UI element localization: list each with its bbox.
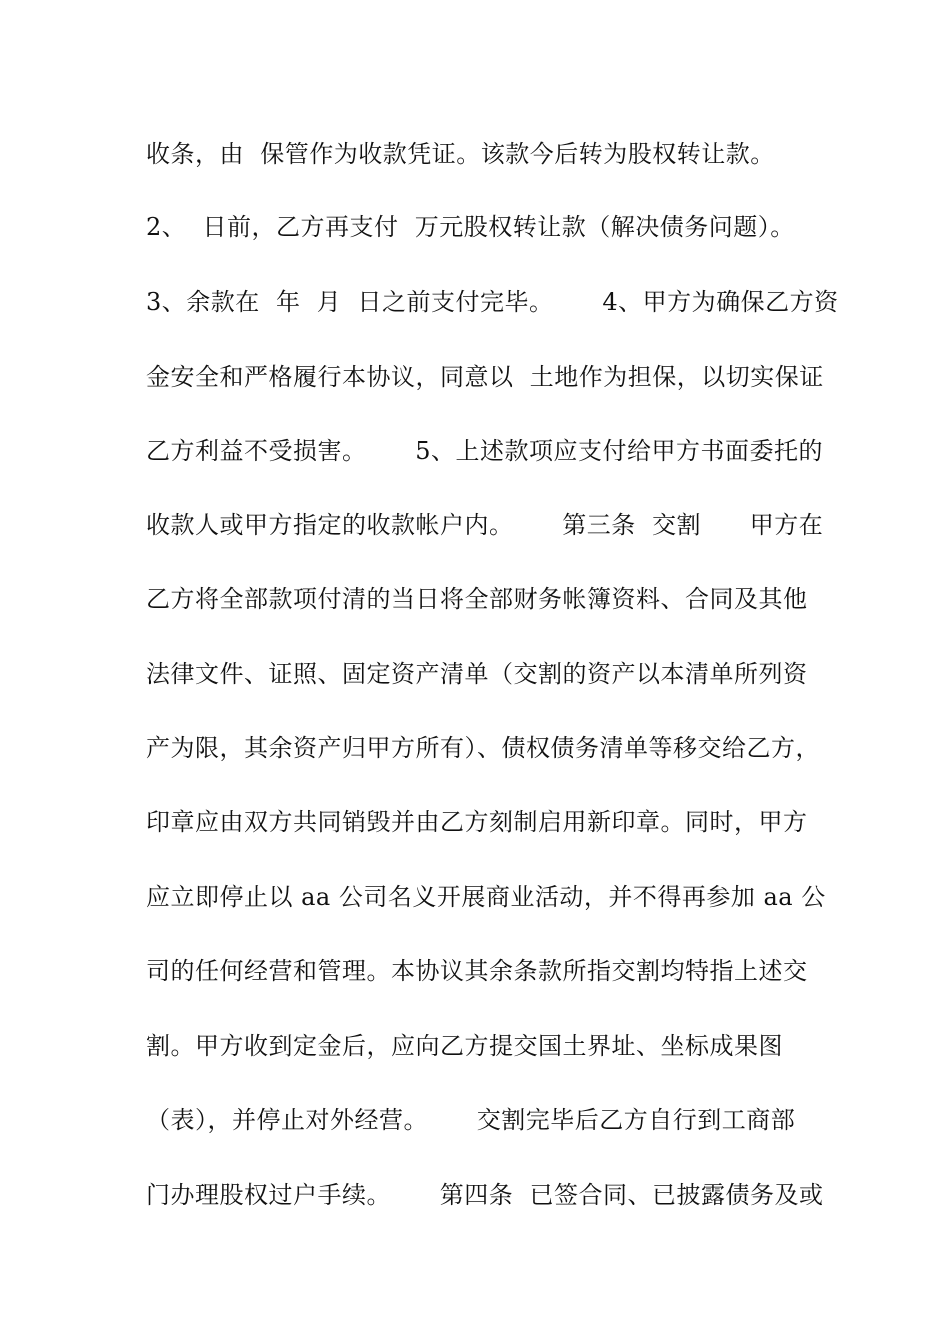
text-line: 司的任何经营和管理。本协议其余条款所指交割均特指上述交 [146,957,808,985]
text-line: 应立即停止以 aa 公司名义开展商业活动，并不得再参加 aa 公 [146,883,826,911]
text-line: 乙方将全部款项付清的当日将全部财务帐簿资料、合同及其他 [146,585,808,613]
text-line: （表），并停止对外经营。 交割完毕后乙方自行到工商部 [146,1106,796,1134]
text-line: 乙方利益不受损害。 5、上述款项应支付给甲方书面委托的 [146,437,824,465]
text-line: 印章应由双方共同销毁并由乙方刻制启用新印章。同时，甲方 [146,808,808,836]
text-line: 2、 日前，乙方再支付 万元股权转让款（解决债务问题）。 [146,213,795,241]
text-line: 收款人或甲方指定的收款帐户内。 第三条 交割 甲方在 [146,511,824,539]
text-line: 收条，由 保管作为收款凭证。该款今后转为股权转让款。 [146,140,775,168]
text-line: 产为限，其余资产归甲方所有）、债权债务清单等移交给乙方， [146,734,820,762]
text-line: 金安全和严格履行本协议，同意以 土地作为担保，以切实保证 [146,363,824,391]
text-line: 门办理股权过户手续。 第四条 已签合同、已披露债务及或 [146,1181,824,1209]
text-line: 割。甲方收到定金后，应向乙方提交国土界址、坐标成果图 [146,1032,783,1060]
text-line: 法律文件、证照、固定资产清单（交割的资产以本清单所列资 [146,660,808,688]
text-line: 3、余款在 年 月 日之前支付完毕。 4、甲方为确保乙方资 [146,288,839,316]
